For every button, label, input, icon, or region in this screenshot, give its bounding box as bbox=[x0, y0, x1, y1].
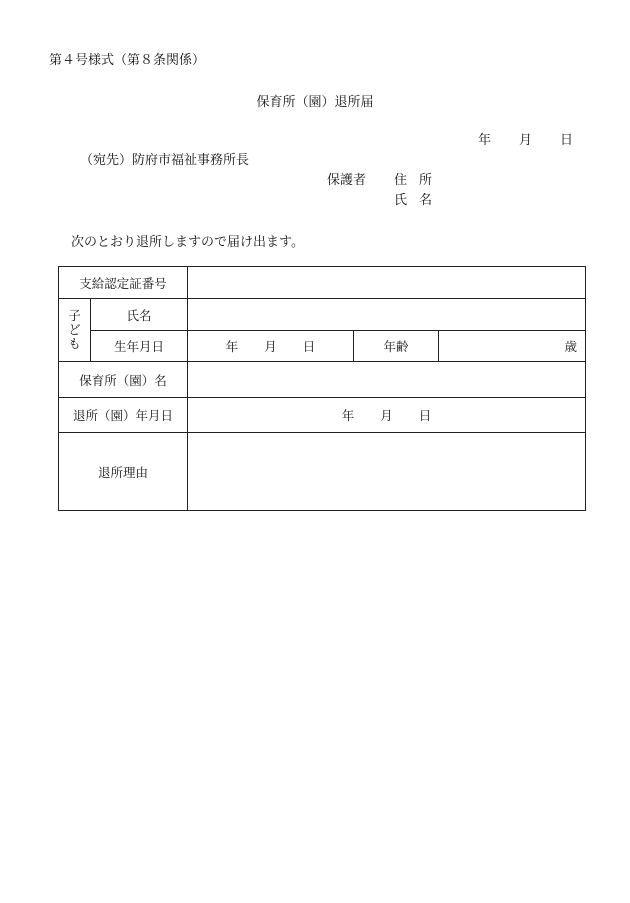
guardian-label: 保護者 bbox=[327, 173, 367, 188]
form-number: 第４号様式（第８条関係） bbox=[49, 53, 206, 68]
form-title: 保育所（園）退所届 bbox=[256, 95, 374, 110]
addressee: （宛先）防府市福祉事務所長 bbox=[80, 153, 250, 168]
age-label: 年齢 bbox=[354, 331, 439, 362]
guardian-name-label: 氏名 bbox=[394, 193, 445, 208]
date-month-label: 月 bbox=[519, 133, 533, 148]
facility-label: 保育所（園）名 bbox=[59, 362, 188, 398]
withdrawal-date-row bbox=[59, 398, 586, 433]
statement: 次のとおり退所しますので届け出ます。 bbox=[71, 235, 304, 250]
birthdate-label: 生年月日 bbox=[91, 331, 188, 362]
withdrawal-date-field[interactable]: 年 月 日 bbox=[188, 398, 586, 433]
birthdate-row bbox=[59, 331, 586, 362]
cert-number-field[interactable] bbox=[188, 267, 586, 299]
date-year-label: 年 bbox=[478, 133, 492, 148]
child-name-field[interactable] bbox=[188, 299, 586, 331]
age-unit: 歳 bbox=[564, 339, 578, 354]
child-name-label: 氏名 bbox=[91, 299, 188, 331]
cert-number-label: 支給認定証番号 bbox=[59, 267, 188, 299]
birthdate-field[interactable]: 年 月 日 bbox=[188, 331, 354, 362]
facility-row bbox=[59, 362, 586, 398]
withdrawal-form-table bbox=[58, 266, 586, 511]
submission-date bbox=[478, 129, 573, 148]
guardian-address-label: 住所 bbox=[394, 173, 445, 188]
child-group-label: 子 ど も bbox=[59, 299, 91, 362]
reason-label: 退所理由 bbox=[59, 433, 188, 511]
reason-field[interactable] bbox=[188, 433, 586, 511]
age-field[interactable] bbox=[439, 331, 586, 362]
date-day-label: 日 bbox=[560, 133, 574, 148]
child-name-row bbox=[59, 299, 586, 331]
cert-number-row bbox=[59, 267, 586, 299]
reason-row bbox=[59, 433, 586, 511]
facility-field[interactable] bbox=[188, 362, 586, 398]
withdrawal-date-label: 退所（園）年月日 bbox=[59, 398, 188, 433]
